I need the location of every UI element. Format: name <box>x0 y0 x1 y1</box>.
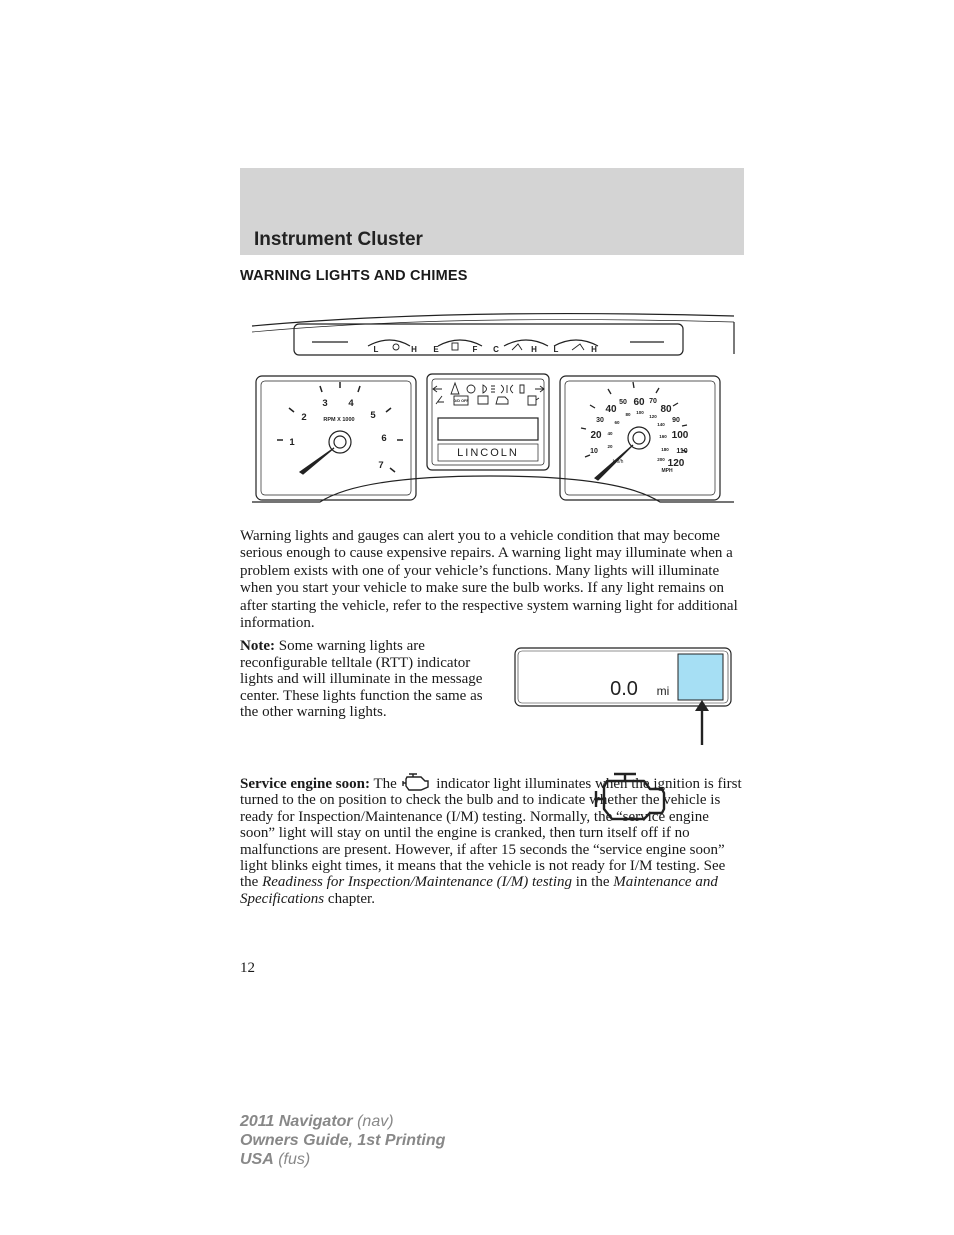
gauge-label: C <box>493 345 499 354</box>
tach-unit-label: RPM X 1000 <box>323 417 355 423</box>
fuel-door-icon <box>528 396 539 405</box>
charging-icon <box>478 396 488 404</box>
speedo-kmh-number: 60 <box>614 420 620 425</box>
tach-number: 6 <box>381 433 387 444</box>
odometer-unit: mi <box>656 684 670 698</box>
speedo-mph-number: 20 <box>590 430 602 441</box>
speedo-kmh-number: 40 <box>607 431 613 436</box>
tach-number: 7 <box>378 460 384 471</box>
footer-model-code: (nav) <box>352 1113 394 1130</box>
service-engine-paragraph <box>240 773 744 907</box>
message-center-illustration <box>514 647 732 747</box>
oil-gauge-icon <box>572 344 584 350</box>
speedo-kmh-label: km/h <box>612 459 624 465</box>
speedo-kmh-number: 120 <box>649 414 657 419</box>
fuel-gauge-icon <box>452 343 458 350</box>
footer-edition: Owners Guide, 1st Printing <box>240 1132 446 1149</box>
service-engine-body: indicator light illuminates when the ignition is first turned to the on position to check the bulb and to indicate whether the vehicle is ready for Inspection/Maintenance (I/M) testing. Normally, the “service engine soon” light will stay on until the engine is cranked, then turn itself off if no malfunctions are present. However, if after 15 seconds the “service engine soon” light blinks eight times, it means that the vehicle is not ready for I/M testing. See the <box>240 776 742 891</box>
speedo-kmh-number: 180 <box>661 447 669 452</box>
od-off-label: O/D OFF <box>453 399 469 403</box>
speedo-kmh-number: 140 <box>657 422 665 427</box>
speedo-mph-number: 50 <box>619 399 627 406</box>
check-engine-icon <box>401 773 433 791</box>
footer-model: 2011 Navigator <box>240 1113 353 1130</box>
speedo-kmh-number: 200 <box>657 457 665 462</box>
speedo-mph-number: 30 <box>596 417 604 424</box>
traction-icon <box>451 383 459 394</box>
speedo-kmh-number: 160 <box>659 434 667 439</box>
seatbelt-icon <box>520 385 524 393</box>
odometer-reading: 0.0 <box>610 678 638 700</box>
intro-paragraph: Warning lights and gauges can alert you to a vehicle condition that may become serious enough to cause expensive repairs. A warning light may illuminate when a problem exists with one of your vehicle’s functions. Many lights will illuminate when you start your vehicle to make sure the bulb works. If any light remains on after starting the vehicle, refer to the respective system warning light for additional information. <box>240 528 738 632</box>
note-label: Note: <box>240 638 275 654</box>
left-turn-icon <box>433 386 442 392</box>
instrument-cluster-illustration <box>250 308 736 510</box>
gauge-label: H <box>411 345 417 354</box>
speedo-mph-number: 110 <box>676 448 688 455</box>
speedo-mph-label: MPH <box>661 468 673 474</box>
gauge-label: H <box>531 345 537 354</box>
service-engine-mid: in the <box>572 874 614 891</box>
high-beam-icon <box>483 385 495 393</box>
service-engine-label: Service engine soon: <box>240 776 370 792</box>
tach-number: 1 <box>289 437 295 448</box>
speedo-mph-number: 10 <box>590 448 598 455</box>
battery-gauge-icon <box>393 344 399 350</box>
service-engine-lead: The <box>369 776 401 792</box>
speedo-mph-number: 40 <box>605 404 617 415</box>
speedo-kmh-number: 80 <box>625 412 631 417</box>
document-footer <box>240 1112 445 1169</box>
note-paragraph <box>240 638 502 721</box>
gauge-label: L <box>373 345 379 354</box>
check-engine-small-icon <box>496 397 508 404</box>
speedo-mph-number: 90 <box>672 417 680 424</box>
gauge-label: L <box>553 345 559 354</box>
gauge-label: E <box>433 345 439 354</box>
rtt-indicator-area <box>678 654 723 700</box>
tach-number: 2 <box>301 412 307 423</box>
fog-lamp-icon <box>501 385 513 393</box>
brake-icon <box>467 385 475 393</box>
footer-market: USA <box>240 1151 274 1168</box>
speedo-mph-number: 100 <box>671 430 689 441</box>
tach-number: 3 <box>322 398 328 409</box>
speedo-mph-number: 70 <box>649 398 657 405</box>
page-number: 12 <box>240 960 255 976</box>
speedo-kmh-number: 20 <box>607 444 613 449</box>
service-engine-end: chapter. <box>324 890 375 907</box>
readiness-link[interactable]: Readiness for Inspection/Maintenance (I/M) testing <box>262 874 573 891</box>
gauge-label: H <box>591 345 597 354</box>
speedo-mph-number: 80 <box>660 404 672 415</box>
airbag-icon <box>436 396 444 404</box>
section-heading: WARNING LIGHTS AND CHIMES <box>240 268 468 284</box>
brand-logo-text: LINCOLN <box>457 447 519 459</box>
gauge-label: F <box>472 345 478 354</box>
tach-number: 5 <box>370 410 376 421</box>
maintenance-link[interactable]: Maintenance and Specifications <box>240 874 718 907</box>
right-turn-icon <box>535 386 544 392</box>
speedo-mph-number: 60 <box>633 397 645 408</box>
speedo-mph-number: 120 <box>667 458 685 469</box>
header-band <box>240 168 744 255</box>
tach-number: 4 <box>348 398 354 409</box>
temperature-gauge-icon <box>512 344 522 350</box>
check-engine-large-icon <box>592 771 668 823</box>
footer-market-code: (fus) <box>273 1151 311 1168</box>
speedo-kmh-number: 100 <box>636 410 644 415</box>
page-title: Instrument Cluster <box>254 229 423 250</box>
note-text: Some warning lights are reconfigurable telltale (RTT) indicator lights and will illuminate in the message center. These lights function the same as the other warning lights. <box>240 638 483 721</box>
